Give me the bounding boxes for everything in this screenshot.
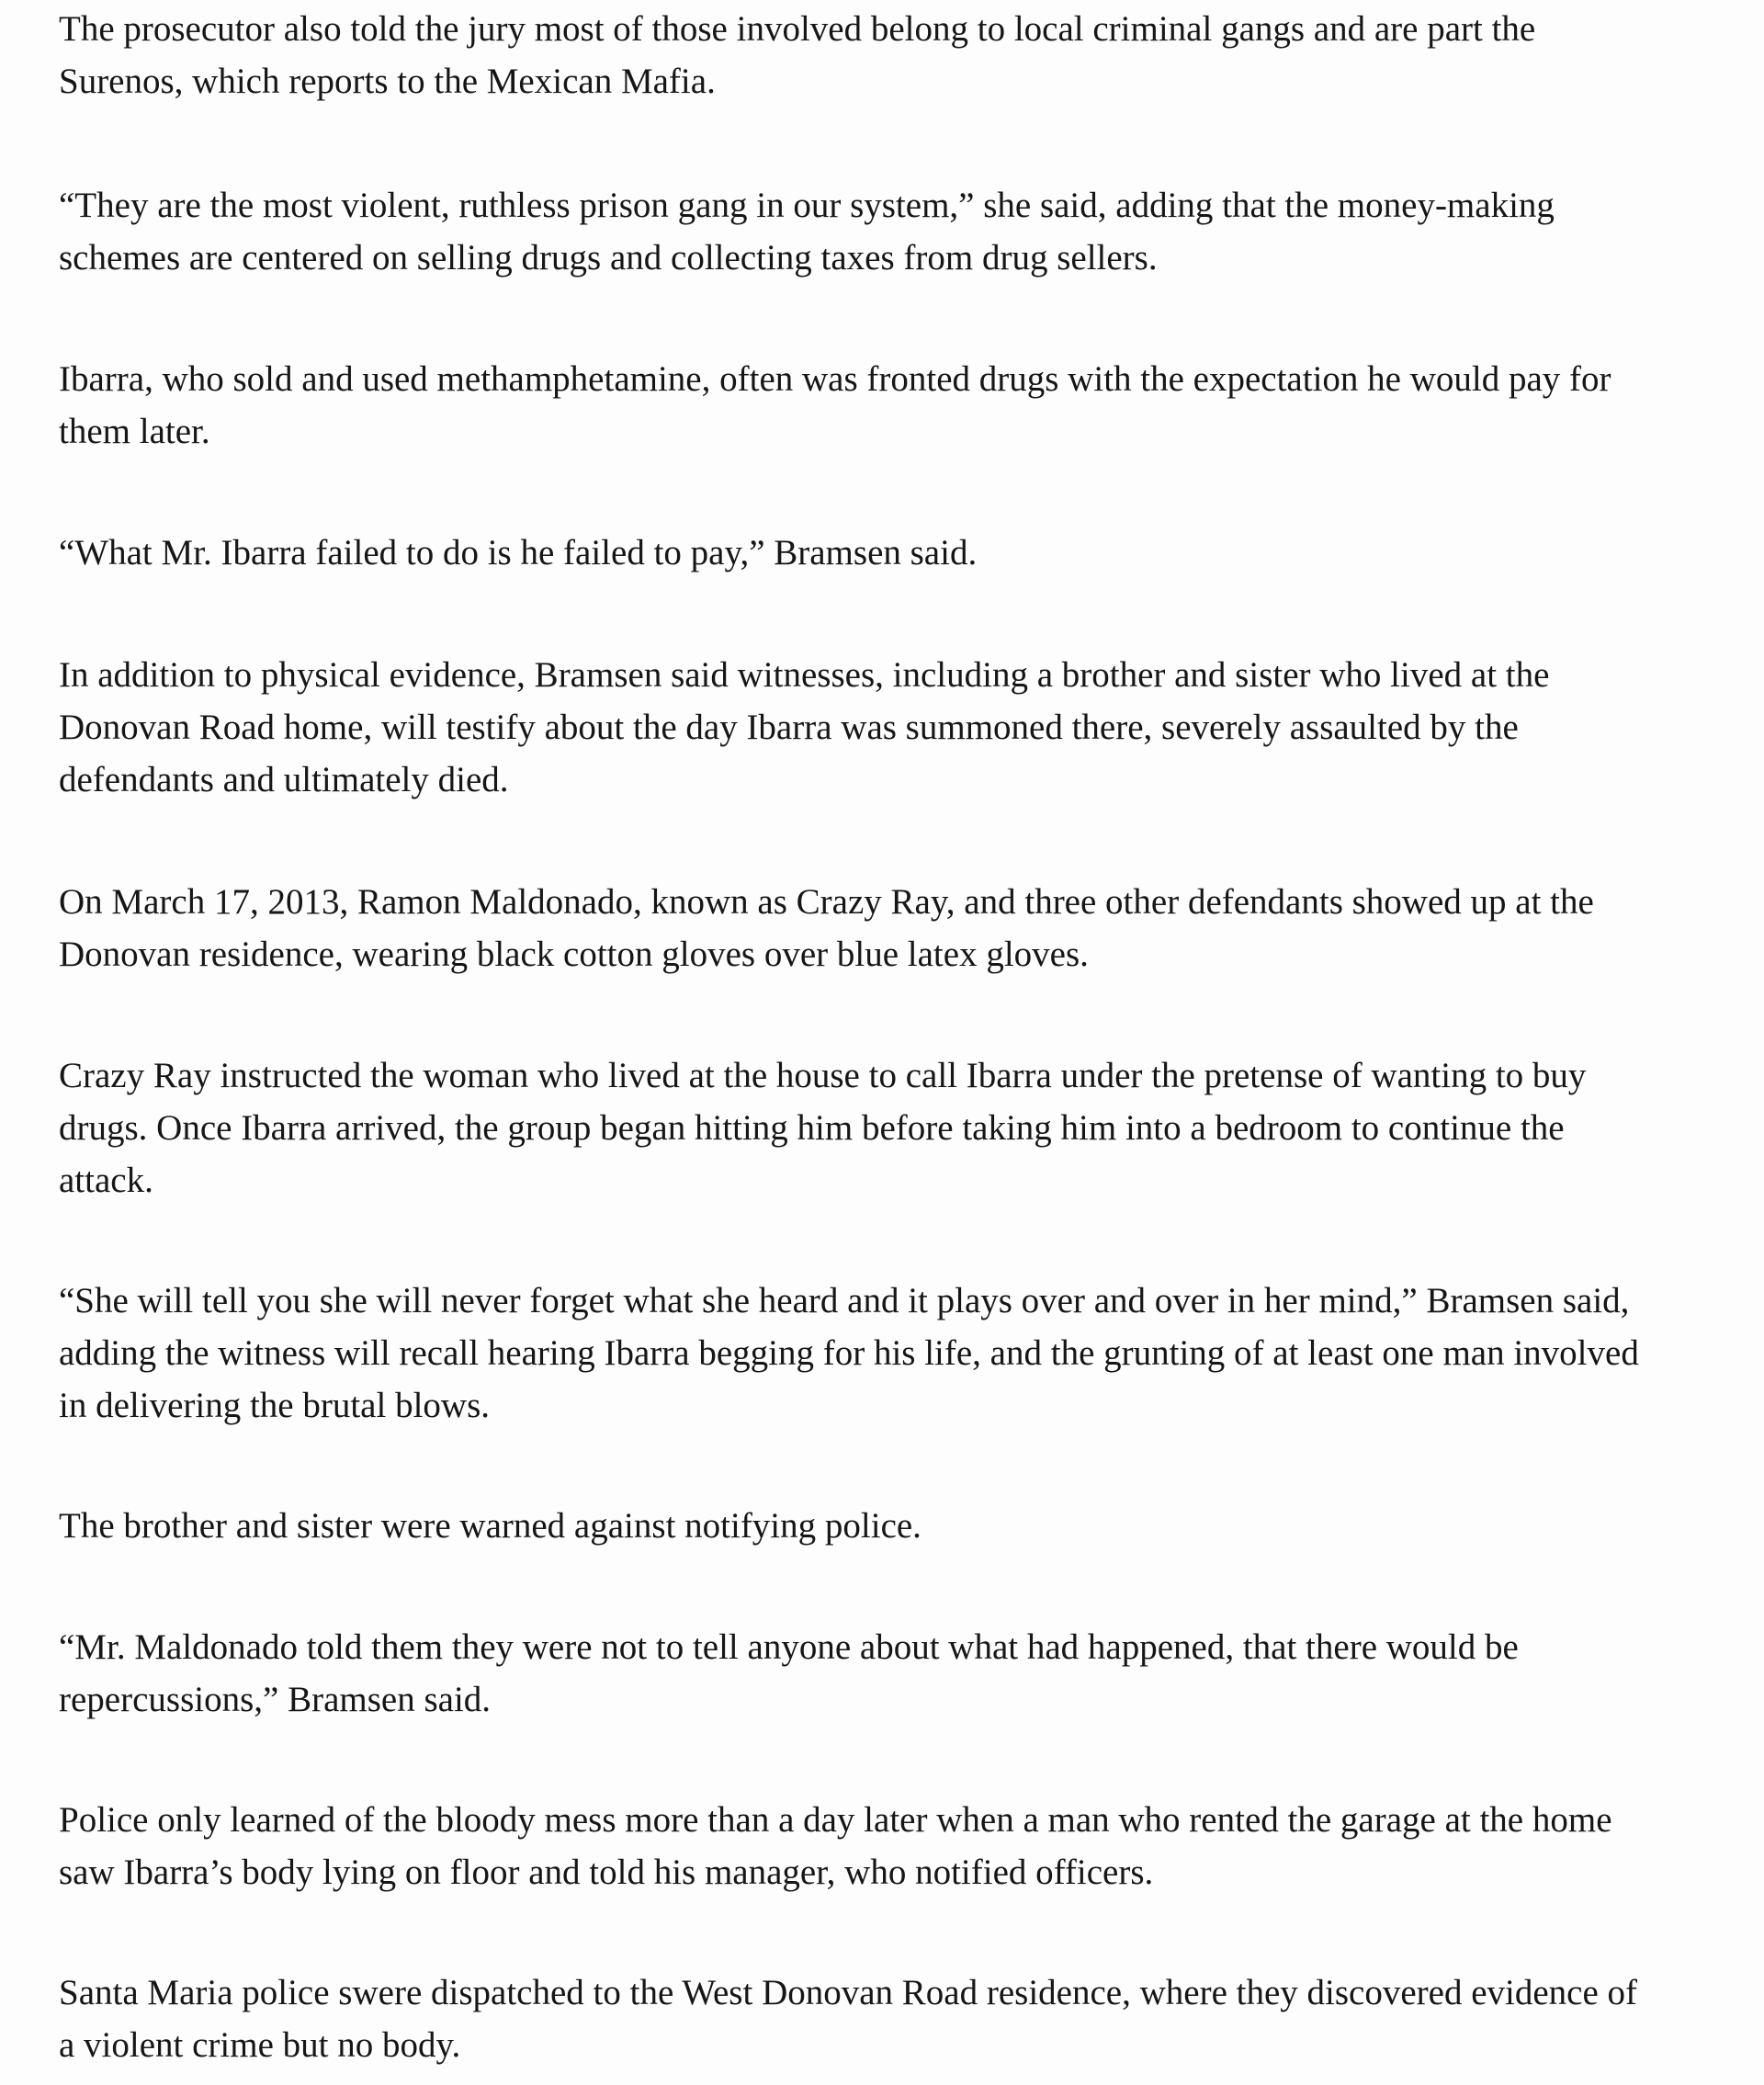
text-line: On March 17, 2013, Ramon Maldonado, known as Crazy Ray, and three other defendants showed up at the xyxy=(59,882,1594,922)
paragraph xyxy=(59,353,1713,458)
text-line: drugs. Once Ibarra arrived, the group began hitting him before taking him into a bedroom to continue the xyxy=(59,1108,1565,1148)
text-line: Police only learned of the bloody mess more than a day later when a man who rented the garage at the home xyxy=(59,1800,1612,1840)
text-line: Ibarra, who sold and used methamphetamine, often was fronted drugs with the expectation he would pay for xyxy=(59,359,1611,399)
paragraph xyxy=(59,1966,1713,2071)
paragraph xyxy=(59,1794,1713,1898)
text-line: “What Mr. Ibarra failed to do is he failed to pay,” Bramsen said. xyxy=(59,533,978,572)
text-line: “Mr. Maldonado told them they were not to tell anyone about what had happened, that there would be xyxy=(59,1627,1519,1667)
text-line: Crazy Ray instructed the woman who lived at the house to call Ibarra under the pretense of wanting to buy xyxy=(59,1056,1587,1095)
paragraph xyxy=(59,179,1713,284)
paragraph xyxy=(59,3,1713,108)
text-line: schemes are centered on selling drugs and collecting taxes from drug sellers. xyxy=(59,238,1158,278)
paragraph xyxy=(59,527,1713,579)
text-line: In addition to physical evidence, Bramsen said witnesses, including a brother and sister who lived at the xyxy=(59,655,1550,695)
text-line: Surenos, which reports to the Mexican Mafia. xyxy=(59,62,716,101)
text-line: “They are the most violent, ruthless prison gang in our system,” she said, adding that the money-making xyxy=(59,186,1555,225)
text-line: defendants and ultimately died. xyxy=(59,760,509,799)
paragraph xyxy=(59,649,1713,806)
paragraph xyxy=(59,1621,1713,1726)
text-line: The prosecutor also told the jury most of those involved belong to local criminal gangs and are part the xyxy=(59,9,1536,49)
text-line: “She will tell you she will never forget what she heard and it plays over and over in her mind,” Bramsen said, xyxy=(59,1281,1630,1320)
text-line: them later. xyxy=(59,412,210,451)
text-line: a violent crime but no body. xyxy=(59,2025,461,2065)
text-line: saw Ibarra’s body lying on floor and told his manager, who notified officers. xyxy=(59,1853,1154,1892)
paragraph xyxy=(59,1275,1713,1432)
text-line: attack. xyxy=(59,1161,153,1200)
text-line: repercussions,” Bramsen said. xyxy=(59,1680,492,1719)
paragraph xyxy=(59,1049,1713,1207)
paragraph xyxy=(59,876,1713,980)
text-line: adding the witness will recall hearing Ibarra begging for his life, and the grunting of at least one man involved xyxy=(59,1333,1639,1373)
paragraph xyxy=(59,1500,1713,1552)
text-line: Donovan residence, wearing black cotton gloves over blue latex gloves. xyxy=(59,935,1089,974)
text-line: Santa Maria police swere dispatched to the West Donovan Road residence, where they discovered evidence of xyxy=(59,1973,1638,2012)
text-line: Donovan Road home, will testify about the day Ibarra was summoned there, severely assaulted by the xyxy=(59,708,1519,747)
text-line: in delivering the brutal blows. xyxy=(59,1386,490,1425)
text-line: The brother and sister were warned against notifying police. xyxy=(59,1506,922,1546)
